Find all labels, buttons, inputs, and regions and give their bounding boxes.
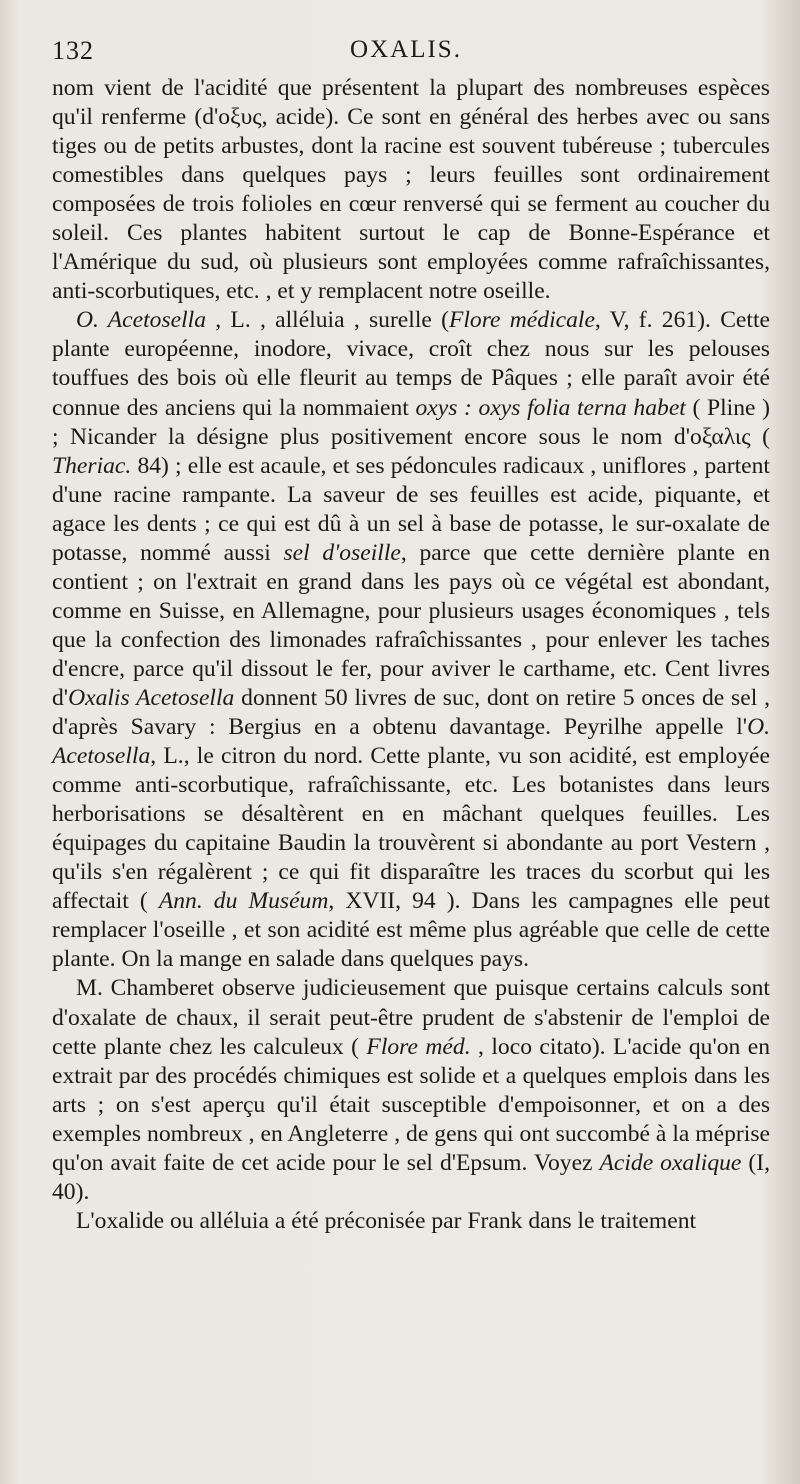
text-segment: οξυς <box>218 104 262 131</box>
page-number: 132 <box>52 36 94 65</box>
text-segment: οξαλις <box>689 423 751 450</box>
text-segment: ( <box>750 423 770 450</box>
running-title: OXALIS. <box>350 36 462 63</box>
text-segment: , L., le citron du nord. Cette plante, vu son acidité, est employée comme anti-scorbutique, rafraîchissante, etc. Les botanistes dans leurs herborisations se désaltèrent en en mâchant quelques feuilles. Les équipages du capitaine Baudin la trouvèrent si abondante au port Vestern , qu'ils s'en régalèrent ; ce qui fit disparaître les traces du scorbut qui les affectait ( <box>52 743 770 915</box>
text-segment: nom vient de l'acidité que présentent la plupart des nombreuses espèces qu'il renferme (d' <box>52 75 770 131</box>
text-segment: M. Chamberet observe judicieusement que puisque certains calculs sont d'oxalate de chaux, il serait peut-être prudent de s'abstenir de l'emploi de cette plante chez les calculeux ( <box>52 975 770 1060</box>
paragraph <box>52 74 770 306</box>
paragraph <box>52 974 770 1206</box>
body-text <box>52 74 770 1236</box>
text-segment: , parce que cette dernière plante en contient ; on l'extrait en grand dans les pays où ce végétal est abondant, comme en Suisse, en Allemagne, pour plusieurs usages économiques , tels que la confection des limonades rafraîchissantes , pour enlever les taches d'encre, parce qu'il dissout le fer, pour aviver le carthame, etc. Cent livres d' <box>52 539 770 711</box>
italic-text-segment: oxys : oxys folia terna habet <box>415 394 686 421</box>
italic-text-segment: Flore médicale <box>448 307 595 334</box>
text-segment: , L. , alléluia , surelle ( <box>206 307 449 334</box>
italic-text-segment: Ann. du Muséum <box>158 888 329 915</box>
text-segment: donnent 50 livres de suc, dont on retire 5 onces de sel , d'après Savary : Bergius en a obtenu davantage. Peyrilhe appelle l' <box>52 684 770 741</box>
text-segment: , acide). Ce sont en général des herbes avec ou sans tiges ou de petits arbustes, dont la racine est souvent tubéreuse ; tubercules comestibles dans quelques pays ; leurs feuilles sont ordinairement composées de trois folioles en cœur renversé qui se ferment au coucher du soleil. Ces plantes habitent surtout le cap de Bonne-Espérance et l'Amérique du sud, où plusieurs sont employées comme rafraîchissantes, anti-scorbutiques, etc. , et y remplacent notre oseille. <box>52 104 771 305</box>
text-segment: , XVII, 94 ). Dans les campagnes elle peut remplacer l'oseille , et son acidité est même plus agréable que celle de cette plante. On la mange en salade dans quelques pays. <box>52 888 770 973</box>
italic-text-segment: O. Acetosella <box>76 307 207 334</box>
italic-text-segment: Acide oxalique <box>599 1149 742 1176</box>
italic-text-segment: Oxalis Acetosella <box>68 684 235 711</box>
text-segment: 84) ; elle est acaule, et ses pédoncules radicaux , uniflores , partent d'une racine rampante. La saveur de ses feuilles est acide, piquante, et agace les dents ; ce qui est dû à un sel à base de potasse, le sur-oxalate de potasse, nommé aussi <box>52 452 770 566</box>
text-segment: ( Pline ) ; Nicander la désigne plus positivement encore sous le nom d' <box>52 394 770 450</box>
text-segment: , loco citato). L'acide qu'on en extrait par des procédés chimiques est solide et a quelques emplois dans les arts ; on s'est aperçu qu'il était susceptible d'empoisonner, et on a des exemples nombreux , en Angleterre , de gens qui ont succombé à la méprise qu'on avait faite de cet acide pour le sel d'Epsum. Voyez <box>52 1033 770 1176</box>
italic-text-segment: sel d'oseille <box>283 539 401 566</box>
italic-text-segment: Flore méd. <box>366 1033 471 1060</box>
italic-text-segment: Theriac. <box>52 452 132 479</box>
paragraph <box>52 1207 770 1236</box>
text-segment: L'oxalide ou alléluia a été préconisée par Frank dans le traitement <box>76 1207 697 1234</box>
page-header <box>52 36 760 72</box>
italic-text-segment: O. Acetosella <box>52 714 770 770</box>
text-segment: (I, 40). <box>52 1149 770 1205</box>
text-segment: , V, f. 261). Cette plante européenne, inodore, vivace, croît chez nous sur les pelouses touffues des bois où elle fleurit au temps de Pâques ; elle paraît avoir été connue des anciens qui la nommaient <box>52 307 770 421</box>
paragraph <box>52 306 770 974</box>
